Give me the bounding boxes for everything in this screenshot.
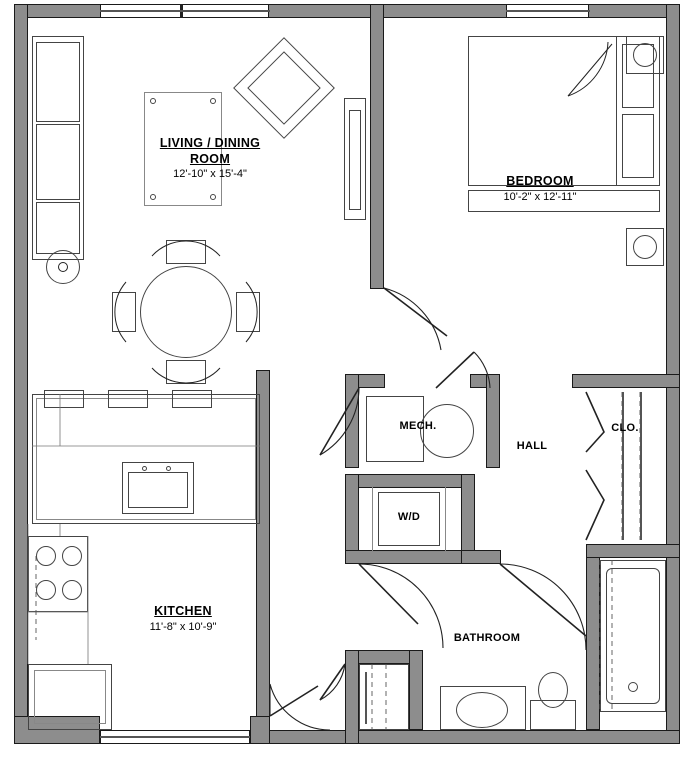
wd-name: W/D xyxy=(397,511,421,523)
hall-name: HALL xyxy=(516,440,548,452)
tv-panel xyxy=(349,110,361,210)
window-glazing-2 xyxy=(506,10,590,12)
dining-table xyxy=(140,266,232,358)
room-label-bedroom xyxy=(462,174,618,204)
wall-living-bedroom xyxy=(370,4,384,289)
range-cooktop xyxy=(28,536,88,612)
burner-4 xyxy=(62,580,82,600)
wall-mech-side xyxy=(486,374,500,468)
wall-bath-top xyxy=(586,544,680,558)
kitchen-name: KITCHEN xyxy=(154,604,212,618)
closet-name: CLO. xyxy=(611,422,639,434)
living-dining-name: LIVING / DINING xyxy=(159,136,261,150)
room-label-closet xyxy=(600,422,650,436)
room-label-mech xyxy=(386,420,450,434)
living-dining-name2: ROOM xyxy=(189,151,231,166)
wall-entry-closet xyxy=(409,650,423,730)
room-label-bathroom xyxy=(432,632,542,646)
wall-bath-tub-left xyxy=(586,550,600,730)
hall-closet-rod xyxy=(622,392,624,540)
ceiling-fan-bedroom-top xyxy=(633,43,657,67)
wall-laundry-bottom xyxy=(345,550,475,564)
bar-stool-1 xyxy=(44,390,84,408)
refrigerator-door xyxy=(34,670,106,724)
tub-drain xyxy=(628,682,638,692)
ceiling-fan-bedroom-bottom xyxy=(633,235,657,259)
mech-name: MECH. xyxy=(399,420,437,432)
burner-1 xyxy=(36,546,56,566)
dining-chair-bottom xyxy=(166,360,206,384)
dining-chair-left xyxy=(112,292,136,332)
sofa-arm xyxy=(36,202,80,254)
bar-stool-3 xyxy=(172,390,212,408)
kitchen-dims: 11'-8" x 10'-9" xyxy=(149,620,217,633)
burner-3 xyxy=(36,580,56,600)
window-glazing-1 xyxy=(100,10,270,12)
bedroom-dims: 10'-2" x 12'-11" xyxy=(503,190,577,203)
bar-stool-2 xyxy=(108,390,148,408)
rug-corner-dot-3 xyxy=(150,194,156,200)
room-label-living-dining xyxy=(120,136,300,182)
room-label-wd xyxy=(381,511,437,525)
window-glazing-3 xyxy=(100,736,250,738)
entry-closet-shelf xyxy=(365,672,367,724)
dining-chair-top xyxy=(166,240,206,264)
wall-bath-vert xyxy=(345,650,359,744)
hall-closet-shelf xyxy=(640,392,642,540)
rug-corner-dot-1 xyxy=(150,98,156,104)
dining-chair-right xyxy=(236,292,260,332)
kitchen-sink-basin xyxy=(128,472,188,508)
wall-left-outer xyxy=(14,4,28,744)
wall-entry-right-stub xyxy=(250,716,270,744)
faucet-hole-2 xyxy=(166,466,171,471)
rug-corner-dot-4 xyxy=(210,194,216,200)
wall-closet-top xyxy=(572,374,680,388)
ceiling-fan-living-hub xyxy=(58,262,68,272)
bed-pillow-2 xyxy=(622,114,654,178)
bathroom-sink xyxy=(456,692,508,728)
toilet-bowl xyxy=(538,672,568,708)
living-dining-dims: 12'-10" x 15'-4" xyxy=(173,168,247,181)
sofa-back-cushion xyxy=(36,42,80,122)
room-label-kitchen xyxy=(110,604,256,634)
wall-hall-bath xyxy=(461,550,501,564)
wall-top-middle xyxy=(268,4,508,18)
burner-2 xyxy=(62,546,82,566)
sofa-seat-cushion xyxy=(36,124,80,200)
faucet-hole-1 xyxy=(142,466,147,471)
room-label-hall xyxy=(504,440,560,454)
rug-corner-dot-2 xyxy=(210,98,216,104)
bedroom-name: BEDROOM xyxy=(506,174,574,188)
wall-mech-left xyxy=(345,374,359,468)
bathroom-name: BATHROOM xyxy=(453,632,521,644)
